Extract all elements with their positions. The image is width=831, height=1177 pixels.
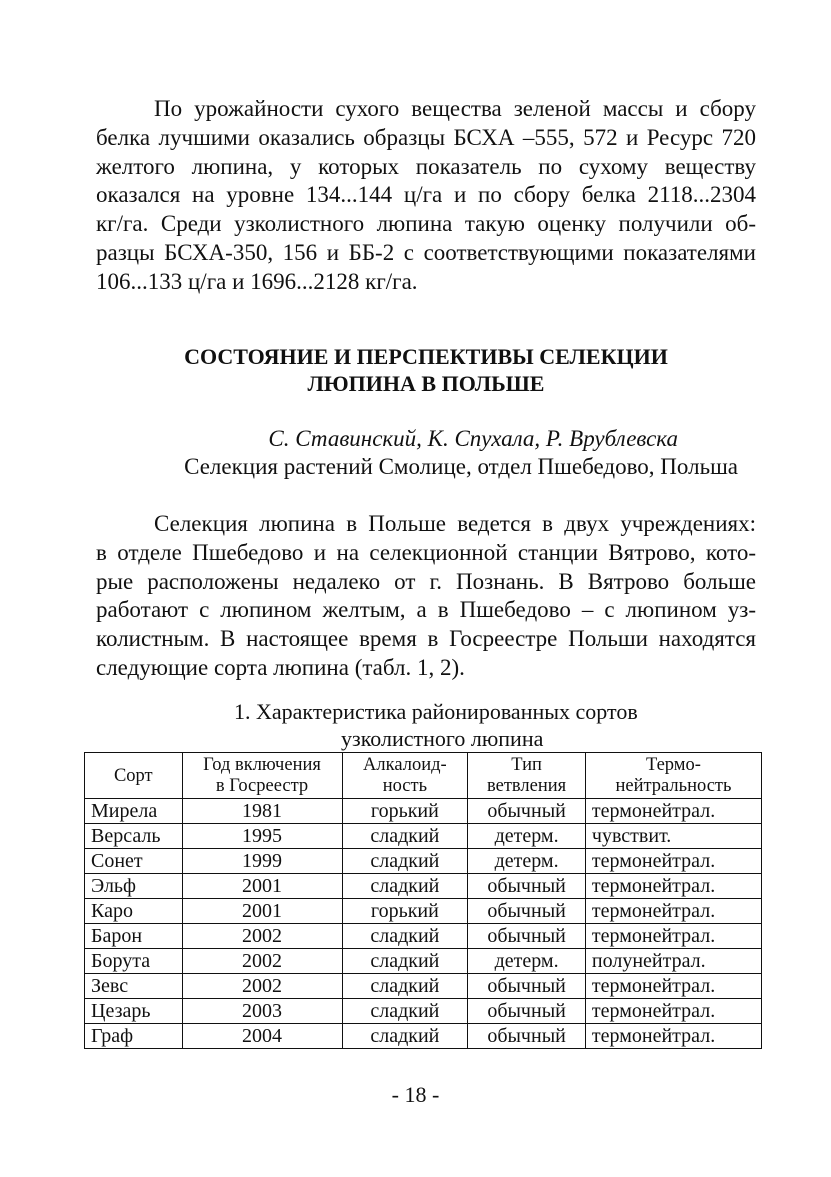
cell-thermoneutrality: термонейтрал. (585, 799, 761, 824)
table-caption (96, 698, 756, 752)
cell-thermoneutrality: термонейтрал. (585, 899, 761, 924)
table-row (85, 799, 762, 824)
cell-thermoneutrality: термонейтрал. (585, 874, 761, 899)
header-thermoneutrality: Термо- нейтральность (585, 753, 761, 799)
article-title-line: СОСТОЯНИЕ И ПЕРСПЕКТИВЫ СЕЛЕКЦИИ (184, 344, 668, 369)
cell-thermoneutrality: чувствит. (585, 824, 761, 849)
cell-thermoneutrality: термонейтрал. (585, 924, 761, 949)
article-affiliation: Селекция растений Смолице, отдел Пшебедово, Польша (184, 454, 738, 479)
cell-variety: Версаль (85, 824, 183, 849)
cell-variety: Мирела (85, 799, 183, 824)
article-title (96, 343, 756, 397)
header-variety: Сорт (85, 753, 183, 799)
paragraph-yield-results (96, 95, 756, 297)
table-caption-line: 1. Характеристика районированных сортов (234, 699, 638, 724)
text-line: разцы БСХА-350, 156 и ББ-2 с соответствующими показателями (96, 239, 756, 265)
table-row (85, 874, 762, 899)
text-line: колистным. В настоящее время в Госреестре Польши находятся (96, 626, 756, 652)
cell-branching: обычный (468, 874, 586, 899)
cell-thermoneutrality: термонейтрал. (585, 1024, 761, 1049)
cell-alkaloid: сладкий (342, 949, 468, 974)
cell-thermoneutrality: полунейтрал. (585, 949, 761, 974)
cell-year: 2001 (182, 899, 342, 924)
cell-year: 2001 (182, 874, 342, 899)
header-alkaloid: Алкалоид- ность (342, 753, 468, 799)
cell-alkaloid: сладкий (342, 824, 468, 849)
cell-branching: детерм. (468, 949, 586, 974)
page-number: - 18 - (391, 1082, 440, 1107)
cell-variety: Зевс (85, 974, 183, 999)
cell-variety: Барон (85, 924, 183, 949)
cell-branching: обычный (468, 974, 586, 999)
table-row (85, 924, 762, 949)
cell-branching: обычный (468, 999, 586, 1024)
text-line: оказался на уровне 134...144 ц/га и по сбору белка 2118...2304 (96, 182, 756, 208)
table-row (85, 824, 762, 849)
cell-alkaloid: горький (342, 899, 468, 924)
cell-alkaloid: сладкий (342, 974, 468, 999)
cell-year: 2002 (182, 974, 342, 999)
cell-year: 2004 (182, 1024, 342, 1049)
text-line: Селекция люпина в Польше ведется в двух учреждениях: (154, 511, 756, 536)
cell-variety: Цезарь (85, 999, 183, 1024)
cell-year: 2003 (182, 999, 342, 1024)
cell-branching: обычный (468, 899, 586, 924)
header-branching: Тип ветвления (468, 753, 586, 799)
cell-branching: обычный (468, 1024, 586, 1049)
cell-alkaloid: сладкий (342, 924, 468, 949)
article-authors: С. Ставинский, К. Спухала, Р. Врублевска (268, 426, 678, 451)
varieties-table (84, 752, 762, 1049)
table-header-row (85, 753, 762, 799)
table-row (85, 999, 762, 1024)
cell-branching: обычный (468, 924, 586, 949)
table-row (85, 1024, 762, 1049)
cell-alkaloid: горький (342, 799, 468, 824)
cell-year: 1981 (182, 799, 342, 824)
cell-alkaloid: сладкий (342, 999, 468, 1024)
cell-variety: Сонет (85, 849, 183, 874)
table-row (85, 974, 762, 999)
header-year: Год включения в Госреестр (182, 753, 342, 799)
cell-branching: детерм. (468, 824, 586, 849)
cell-year: 1995 (182, 824, 342, 849)
cell-variety: Граф (85, 1024, 183, 1049)
article-title-line: ЛЮПИНА В ПОЛЬШЕ (307, 371, 545, 396)
table-row (85, 849, 762, 874)
paragraph-breeding-intro (96, 510, 756, 683)
cell-branching: обычный (468, 799, 586, 824)
cell-alkaloid: сладкий (342, 849, 468, 874)
table-caption-line: узколистного люпина (341, 726, 544, 751)
cell-thermoneutrality: термонейтрал. (585, 974, 761, 999)
cell-alkaloid: сладкий (342, 874, 468, 899)
text-line: работают с люпином желтым, а в Пшебедово – с люпином уз- (96, 597, 756, 623)
cell-variety: Эльф (85, 874, 183, 899)
cell-year: 2002 (182, 924, 342, 949)
text-line: рые расположены недалеко от г. Познань. В Вятрово больше (96, 568, 756, 594)
cell-branching: детерм. (468, 849, 586, 874)
cell-year: 1999 (182, 849, 342, 874)
cell-variety: Каро (85, 899, 183, 924)
cell-variety: Борута (85, 949, 183, 974)
text-line: белка лучшими оказались образцы БСХА –555, 572 и Ресурс 720 (96, 124, 756, 150)
cell-year: 2002 (182, 949, 342, 974)
text-line: По урожайности сухого вещества зеленой массы и сбору (154, 96, 756, 121)
cell-thermoneutrality: термонейтрал. (585, 999, 761, 1024)
cell-alkaloid: сладкий (342, 1024, 468, 1049)
text-line: кг/га. Среди узколистного люпина такую оценку получили об- (96, 211, 756, 237)
text-line: желтого люпина, у которых показатель по сухому веществу (96, 153, 756, 179)
cell-thermoneutrality: термонейтрал. (585, 849, 761, 874)
text-line: следующие сорта люпина (табл. 1, 2). (96, 654, 465, 680)
table-row (85, 899, 762, 924)
table-row (85, 949, 762, 974)
text-line: в отделе Пшебедово и на селекционной станции Вятрово, кото- (96, 539, 756, 565)
text-line: 106...133 ц/га и 1696...2128 кг/га. (96, 268, 418, 294)
